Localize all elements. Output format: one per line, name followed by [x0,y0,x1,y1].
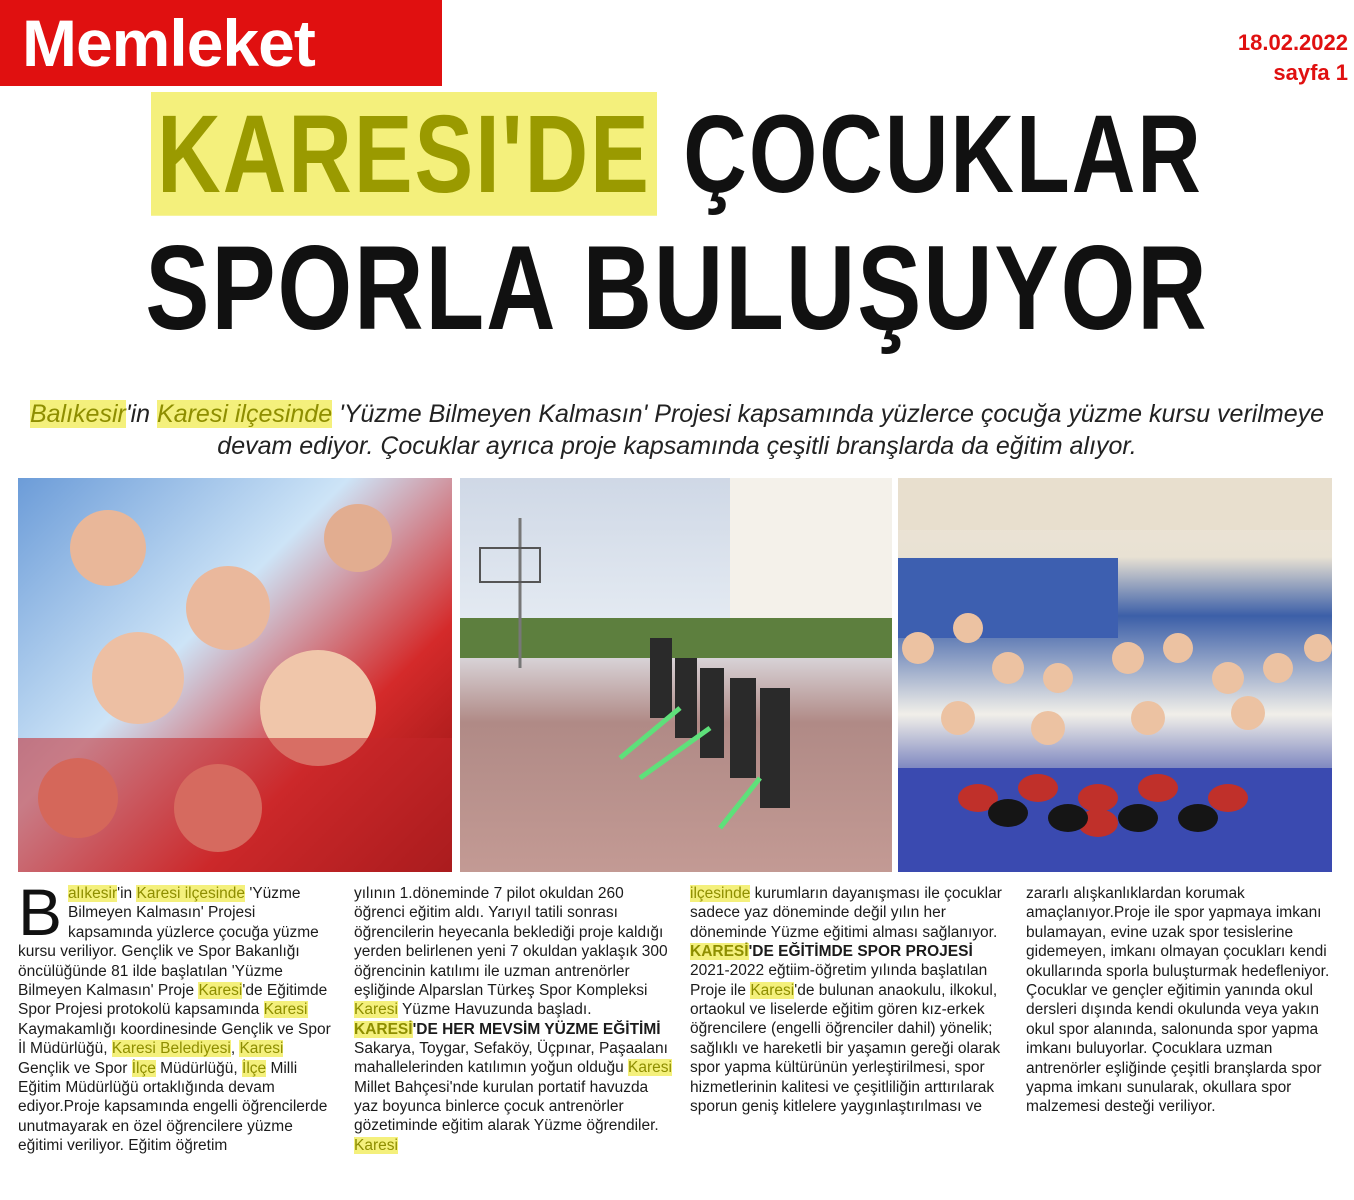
lead-highlight: Karesi ilçesinde [157,400,333,428]
photo-court-illustration [460,478,892,872]
lead-text: 'Yüzme Bilmeyen Kalmasın' Projesi kapsamında yüzlerce çocuğa yüzme kursu verilmeye devam ediyor. Çocuklar ayrıca proje kapsamında çeşitli branşlarda da eğitim alıyor. [217,400,1325,460]
headline-line-1 [0,92,1354,217]
article-column-3 [690,884,1008,1200]
text: 'in [117,885,137,902]
text: yılının 1.döneminde 7 pilot okuldan 260 öğrenci eğitim aldı. Yarıyıl tatili sonrası öğrencilerin heyecanla beklediği proje kaldığı yerden belirlenen yeni 7 okuldan yaklaşık 300 öğrencinin katılımı ile uzman antrenörler eşliğinde Alparslan Türkeş Spor Kompleksi [354,885,668,1000]
text: zararlı alışkanlıklardan korumak amaçlanıyor.Proje ile spor yapmaya imkanı bulamayan, evine uzak spor tesislerine gidemeyen, imkanı olmayan çocukları kendi okullarında sporla buluşturmak hedefleniyor. Çocuklar ve gençler eğitimin yanında okul dersleri dışında kendi okulunda veya yakın okul spor alanında, salonunda spor yapma imkanı buluyorlar. Çocuklara uzman antrenörler eşliğinde çeşitli branşlarda spor yapma imkanı sunularak, okullara spor malzemesi desteği veriliyor. [1026,885,1330,1116]
article-column-4 [1026,884,1344,1200]
article-body [18,884,1336,1200]
highlight: KARESİ [690,943,749,961]
headline-word: ÇOCUKLAR [683,92,1203,216]
issue-date: 18.02.2022 [1237,30,1348,55]
highlight: KARESİ [354,1020,413,1038]
highlight: Karesi [628,1059,672,1077]
article-column-2 [354,884,672,1200]
highlight: Karesi [263,1001,308,1019]
subheading-text: 'DE EĞİTİMDE SPOR PROJESİ [748,943,973,961]
text: 'de bulunan anaokulu, ilkokul, ortaokul ve liselerde eğitim gören kız-erkek öğrencilere (engelli öğrenciler dahil) yönelik; sağlıklı ve hareketli bir yaşamın gereği olarak spor yapma kültürünün yerleştirilmesi, spor hizmetlerinin kalitesi ve çeşitliliğin arttırılarak sporun geniş kitlelere yaygınlaştırılması ve [690,981,1001,1116]
subheading-swimming [354,1020,672,1039]
highlight: Karesi ilçesinde [136,885,246,902]
masthead-logo: Memleket [0,0,442,86]
photo-tabletennis-illustration [898,478,1332,872]
text: Yüzme Havuzunda başladı. [397,1001,592,1019]
text: Millet Bahçesi'nde kurulan portatif havuzda yaz boyunca binlerce çocuk antrenörler gözetiminde eğitim alarak Yüzme öğrendiler. [354,1078,659,1135]
lead-paragraph [20,398,1334,462]
text: Kaymakamlığı koordinesinde Gençlik ve Spor İl Müdürlüğü, [18,1020,331,1058]
drop-cap: B [18,884,63,949]
highlight: alıkesir [68,885,118,902]
lead-text: 'in [125,400,158,428]
text: , [230,1040,240,1058]
text: Milli Eğitim Müdürlüğü ortaklığında devam ediyor.Proje kapsamında engelli öğrencilerde unutmayarak en özel öğrencilere yüzme eğitimi veriliyor. Eğitim öğretim [18,1059,328,1155]
highlight: Karesi [354,1001,398,1019]
text: Sakarya, Toygar, Sefaköy, Üçpınar, Paşaalanı mahallelerinden katılımın yoğun olduğu [354,1039,668,1077]
photo-children-swimming [18,478,452,872]
text: kurumların dayanışması ile çocuklar sadece yaz döneminde değil yılın her döneminde Yüzme eğitimi alması sağlanıyor. [690,885,1002,941]
text: Gençlik ve Spor [18,1059,132,1077]
lead-highlight: Balıkesir [29,400,126,428]
highlight: İlçe [131,1059,156,1077]
highlight: Karesi [750,981,795,999]
highlight: Karesi [239,1040,284,1058]
headline-line-2: SPORLA BULUŞUYOR [145,221,1209,355]
highlight: Karesi [354,1136,398,1154]
highlight: ilçesinde [690,885,751,902]
highlight: Karesi Belediyesi [111,1040,231,1058]
highlight: İlçe [242,1059,267,1077]
page-number: sayfa 1 [1273,60,1348,85]
headline-highlight: KARESI'DE [151,92,657,216]
subheading-text: 'DE HER MEVSİM YÜZME EĞİTİMİ [412,1020,661,1038]
photo-table-tennis [898,478,1332,872]
subheading-sport-project [690,942,1008,961]
text: Müdürlüğü, [155,1059,243,1077]
text: 2021-2022 eğtiim-öğretim yılında başlatılan Proje ile [690,962,988,999]
photo-hockey-court [460,478,892,872]
highlight: Karesi [198,982,243,1000]
article-column-1 [18,884,336,1200]
photo-children-illustration [18,478,452,872]
text: 'de Eğitimde Spor Projesi protokolü kapsamında [18,982,328,1019]
text: 'Yüzme Bilmeyen Kalmasın' Projesi kapsamında yüzlerce çocuğa yüzme kursu veriliyor. Gençlik ve Spor Bakanlığı öncülüğünde 81 ilde başlatılan 'Yüzme Bilmeyen Kalmasın' Proje [18,885,319,1000]
